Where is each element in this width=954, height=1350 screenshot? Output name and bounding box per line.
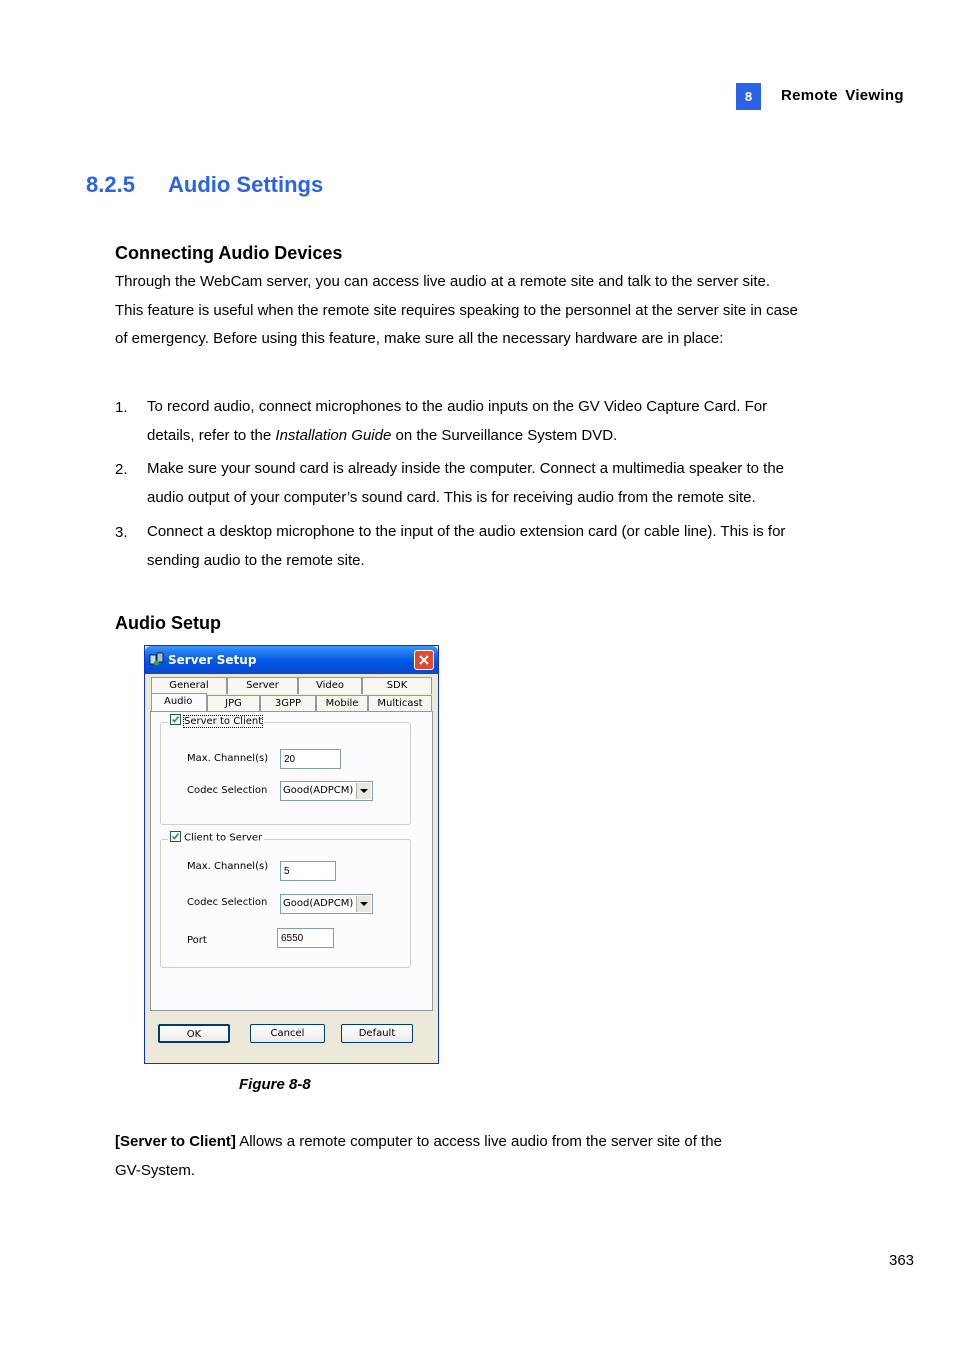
server-to-client-group — [160, 715, 411, 825]
step-line: To record audio, connect microphones to the audio inputs on the GV Video Capture Card. For — [147, 398, 768, 415]
client-to-server-group — [160, 832, 411, 968]
tab-3gpp[interactable]: 3GPP — [260, 695, 316, 712]
checkbox-checked-icon — [170, 831, 181, 842]
tab-sdk[interactable]: SDK — [362, 677, 432, 694]
description-line: GV-System. — [115, 1161, 196, 1179]
section-number: 8.2.5 — [86, 172, 135, 197]
step-number: 2. — [115, 461, 128, 478]
client-to-server-label: Client to Server — [184, 832, 263, 844]
step-line: Connect a desktop microphone to the input of the audio extension card (or cable line). This is for — [147, 523, 786, 540]
step-line — [147, 422, 837, 451]
description-term: [Server to Client] — [115, 1133, 236, 1150]
codec-selection-label: Codec Selection — [187, 897, 268, 908]
section-title-text: Audio Settings — [168, 172, 324, 197]
step-number: 1. — [115, 399, 128, 416]
close-icon — [415, 651, 433, 669]
chapter-title: Remote Viewing — [781, 87, 904, 104]
chevron-down-icon[interactable] — [356, 783, 371, 799]
client-max-channels-input[interactable] — [280, 861, 336, 881]
audio-setup-heading: Audio Setup — [115, 613, 221, 633]
tab-row-1 — [151, 677, 433, 693]
step-text — [147, 455, 837, 512]
section-title — [86, 172, 323, 198]
dialog-titlebar[interactable] — [145, 646, 438, 674]
figure-caption: Figure 8-8 — [239, 1076, 311, 1093]
codec-selection-label: Codec Selection — [187, 785, 268, 796]
cancel-button[interactable]: Cancel — [250, 1024, 325, 1043]
port-input[interactable] — [277, 928, 334, 948]
app-icon — [149, 652, 164, 667]
step-line: Make sure your sound card is already inside the computer. Connect a multimedia speaker to the — [147, 460, 785, 477]
max-channels-label: Max. Channel(s) — [187, 753, 269, 764]
guide-title: Installation Guide — [275, 426, 392, 444]
tab-row-2 — [151, 695, 433, 711]
step-text — [147, 518, 837, 575]
tab-video[interactable]: Video — [298, 677, 362, 694]
step-line-part: on the Surveillance System DVD. — [391, 426, 618, 444]
server-to-client-description — [115, 1128, 855, 1185]
audio-tab-panel — [150, 711, 433, 1011]
server-to-client-label: Server to Client — [184, 715, 263, 727]
client-to-server-checkbox[interactable] — [168, 832, 264, 844]
intro-line: Through the WebCam server, you can access live audio at a remote site and talk to the server site. — [115, 273, 771, 290]
client-codec-select[interactable] — [280, 894, 373, 914]
step-line-part: details, refer to the — [147, 426, 276, 444]
step-line: sending audio to the remote site. — [147, 551, 365, 569]
tab-server[interactable]: Server — [227, 677, 298, 694]
description-line — [115, 1128, 855, 1157]
tab-general[interactable]: General — [151, 677, 227, 694]
server-codec-select[interactable] — [280, 781, 373, 801]
intro-paragraph — [115, 268, 855, 354]
chevron-down-icon[interactable] — [356, 896, 371, 912]
chapter-number-badge: 8 — [736, 83, 761, 110]
server-setup-dialog — [144, 645, 439, 1064]
ok-button[interactable]: OK — [158, 1024, 230, 1043]
dialog-title: Server Setup — [168, 653, 257, 667]
server-codec-value: Good(ADPCM) — [283, 785, 354, 796]
max-channels-label: Max. Channel(s) — [187, 861, 269, 872]
tab-audio[interactable]: Audio — [151, 693, 207, 712]
connecting-heading: Connecting Audio Devices — [115, 243, 343, 263]
page-number: 363 — [889, 1252, 915, 1269]
close-button[interactable] — [414, 650, 434, 670]
step-line: audio output of your computer’s sound card. This is for receiving audio from the remote site. — [147, 488, 756, 506]
default-button[interactable]: Default — [341, 1024, 413, 1043]
intro-line: of emergency. Before using this feature, make sure all the necessary hardware are in place: — [115, 330, 724, 347]
step-text — [147, 393, 837, 450]
checkbox-checked-icon — [170, 714, 181, 725]
client-codec-value: Good(ADPCM) — [283, 898, 354, 909]
intro-line: This feature is useful when the remote site requires speaking to the personnel at the server site in case — [115, 301, 798, 319]
tab-jpg[interactable]: JPG — [207, 695, 260, 712]
server-to-client-checkbox[interactable] — [168, 715, 264, 727]
port-label: Port — [187, 935, 207, 946]
tab-mobile[interactable]: Mobile — [316, 695, 368, 712]
tab-multicast[interactable]: Multicast — [368, 695, 432, 712]
step-number: 3. — [115, 524, 128, 541]
description-text: Allows a remote computer to access live audio from the server site of the — [235, 1133, 722, 1150]
server-max-channels-input[interactable] — [280, 749, 341, 769]
